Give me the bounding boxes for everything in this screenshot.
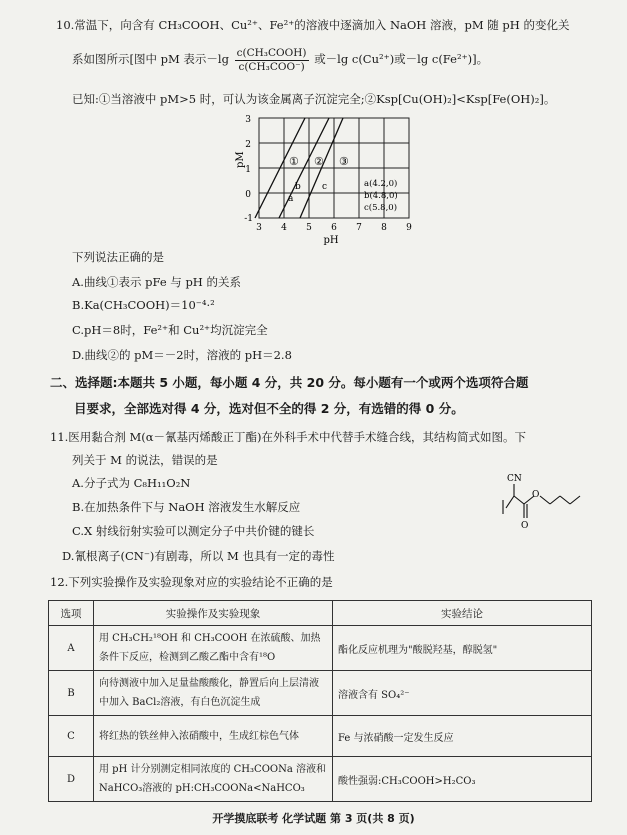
- header-conclusion: 实验结论: [333, 601, 592, 626]
- x-tick-7: 7: [356, 223, 362, 233]
- x-tick-6: 6: [331, 223, 337, 233]
- row-option: A: [49, 626, 94, 671]
- page-footer: 开学摸底联考 化学试题 第 3 页(共 8 页): [212, 812, 415, 825]
- x-tick-5: 5: [306, 223, 312, 233]
- q10-option-c: C.pH＝8时，Fe²⁺和 Cu²⁺均沉淀完全: [72, 323, 268, 337]
- x-axis-label: pH: [323, 235, 339, 246]
- section2-line1: 二、选择题:本题共 5 小题，每小题 4 分，共 20 分。每小题有一个或两个选项符合题: [50, 375, 529, 390]
- header-operation: 实验操作及实验现象: [94, 601, 333, 626]
- q10-option-a: A.曲线①表示 pFe 与 pH 的关系: [72, 275, 241, 289]
- x-tick-4: 4: [281, 223, 287, 233]
- point-label-c: c: [322, 182, 328, 192]
- row-option: C: [49, 716, 94, 757]
- y-axis-label: pM: [235, 151, 246, 168]
- q10-prompt: 下列说法正确的是: [72, 250, 164, 264]
- y-tick-2: 2: [245, 140, 251, 150]
- x-tick-9: 9: [406, 223, 412, 233]
- table-row: [49, 626, 592, 671]
- ester-oxygen: O: [532, 490, 540, 500]
- y-tick-neg1: -1: [244, 214, 253, 224]
- q11-option-d: D.氰根离子(CN⁻)有剧毒，所以 M 也具有一定的毒性: [62, 549, 335, 563]
- table-row: [49, 671, 592, 716]
- legend-b: b(4.8,0): [364, 191, 398, 201]
- row-operation: 将红热的铁丝伸入浓硝酸中，生成红棕色气体: [94, 716, 333, 757]
- row-conclusion: Fe 与浓硝酸一定发生反应: [333, 716, 592, 757]
- point-label-a: a: [288, 194, 294, 204]
- q12-title: 12.下列实验操作及实验现象对应的实验结论不正确的是: [50, 575, 333, 589]
- curve-label-3: ③: [339, 155, 349, 168]
- row-conclusion: 溶液含有 SO₄²⁻: [333, 671, 592, 716]
- q10-line2-pre: 系如图所示[图中 pM 表示－lg: [72, 52, 229, 66]
- q10-line1: 10.常温下，向含有 CH₃COOH、Cu²⁺、Fe²⁺的溶液中逐滴加入 NaOH 溶液，pM 随 pH 的变化关: [56, 18, 570, 32]
- q10-option-d: D.曲线②的 pM＝－2时，溶液的 pH＝2.8: [72, 348, 292, 362]
- row-option: B: [49, 671, 94, 716]
- q11-option-b: B.在加热条件下与 NaOH 溶液发生水解反应: [72, 500, 301, 514]
- legend-a: a(4.2,0): [364, 179, 398, 189]
- molecule-structure: [488, 470, 598, 532]
- table-row: [49, 757, 592, 802]
- row-operation: 向待测液中加入足量盐酸酸化，静置后向上层清液中加入 BaCl₂溶液，有白色沉淀生成: [94, 671, 333, 716]
- curve-label-1: ①: [289, 155, 299, 168]
- q11-line2: 列关于 M 的说法，错误的是: [72, 453, 218, 467]
- q10-option-b: B.Ka(CH₃COOH)＝10⁻⁴·²: [72, 298, 215, 312]
- y-tick-1: 1: [245, 165, 251, 175]
- q12-table: [48, 600, 592, 802]
- y-tick-3: 3: [245, 115, 251, 125]
- fraction-denominator: c(CH₃COO⁻): [238, 60, 305, 73]
- q11-line1: 11.医用黏合剂 M(α－氰基丙烯酸正丁酯)在外科手术中代替手术缝合线，其结构简式如图。下: [50, 430, 526, 444]
- table-row: [49, 716, 592, 757]
- cn-group-label: CN: [507, 474, 522, 484]
- fraction-numerator: c(CH₃COOH): [236, 46, 307, 59]
- y-tick-0: 0: [245, 190, 251, 200]
- carbonyl-oxygen: O: [521, 521, 529, 531]
- pm-fraction: [235, 47, 309, 74]
- q10-line2: [72, 44, 488, 74]
- x-tick-3: 3: [256, 223, 262, 233]
- row-conclusion: 酯化反应机理为"酸脱羟基，醇脱氢": [333, 626, 592, 671]
- q11-option-c: C.X 射线衍射实验可以测定分子中共价键的键长: [72, 524, 315, 538]
- q10-line2-post: 或－lg c(Cu²⁺)或－lg c(Fe²⁺)]。: [314, 52, 489, 66]
- row-operation: 用 pH 计分别测定相同浓度的 CH₃COONa 溶液和 NaHCO₃溶液的 pH:CH₃COONa<NaHCO₃: [94, 757, 333, 802]
- row-conclusion: 酸性强弱:CH₃COOH>H₂CO₃: [333, 757, 592, 802]
- q11-option-a: A.分子式为 C₈H₁₁O₂N: [72, 476, 191, 490]
- header-option: 选项: [49, 601, 94, 626]
- q10-known: 已知:①当溶液中 pM>5 时，可认为该金属离子沉淀完全;②Ksp[Cu(OH)₂]<Ksp[Fe(OH)₂]。: [72, 92, 556, 106]
- point-label-b: b: [295, 182, 301, 192]
- row-option: D: [49, 757, 94, 802]
- table-header-row: [49, 601, 592, 626]
- legend-c: c(5.8,0): [364, 203, 398, 213]
- pm-ph-graph: [225, 110, 425, 250]
- curve-label-2: ②: [314, 155, 324, 168]
- section2-line2: 目要求，全部选对得 4 分，选对但不全的得 2 分，有选错的得 0 分。: [74, 401, 464, 416]
- x-tick-8: 8: [381, 223, 387, 233]
- row-operation: 用 CH₃CH₂¹⁸OH 和 CH₃COOH 在浓硫酸、加热条件下反应，检测到乙酸乙酯中含有¹⁸O: [94, 626, 333, 671]
